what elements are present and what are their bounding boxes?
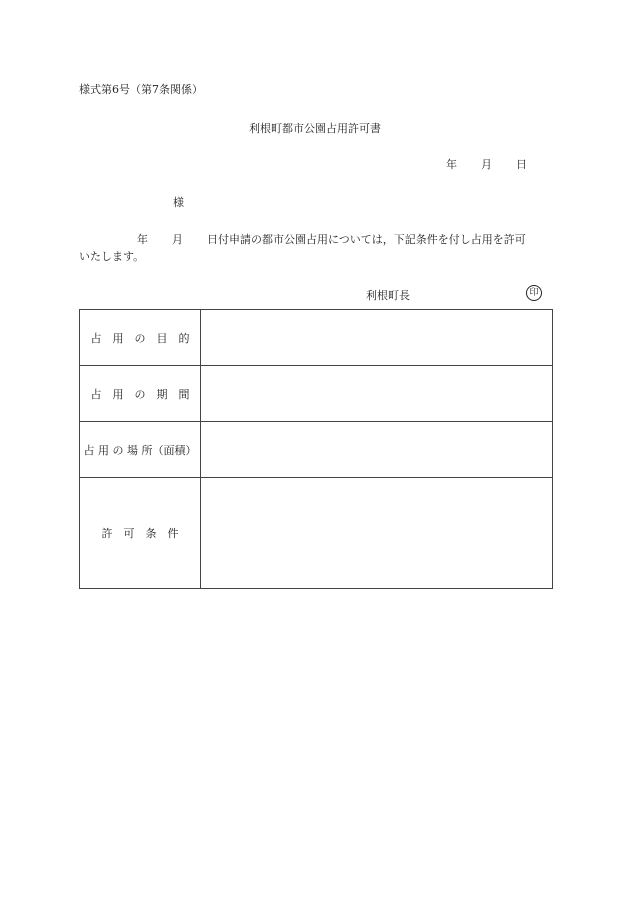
table-row [80,422,553,478]
issue-date [446,156,527,172]
document-title: 利根町都市公園占用許可書 [249,122,381,135]
body-year-label: 年 [137,233,148,246]
row-label-location: 占 用 の 場 所（面積） [80,422,201,478]
date-month-label: 月 [481,158,492,171]
seal-mark: 印 [526,285,542,301]
date-day-label: 日 [516,158,527,171]
body-text-line2: いたします。 [79,250,145,263]
row-label-conditions: 許 可 条 件 [80,478,201,589]
row-value-period [201,366,553,422]
body-text: 日付申請の都市公園占用については，下記条件を付し占用を許可 [207,233,526,246]
table-row [80,366,553,422]
form-number: 様式第6号（第7条関係） [79,83,203,96]
permit-table [79,309,553,589]
table-row [80,310,553,366]
body-text-line1 [79,231,526,247]
row-label-period: 占 用 の 期 間 [80,366,201,422]
body-month-label: 月 [172,233,183,246]
row-value-conditions [201,478,553,589]
issuer-name: 利根町長 [366,289,410,302]
date-year-label: 年 [446,158,457,171]
row-value-location [201,422,553,478]
row-value-purpose [201,310,553,366]
addressee-suffix: 様 [173,196,184,209]
row-label-purpose: 占 用 の 目 的 [80,310,201,366]
table-row [80,478,553,589]
